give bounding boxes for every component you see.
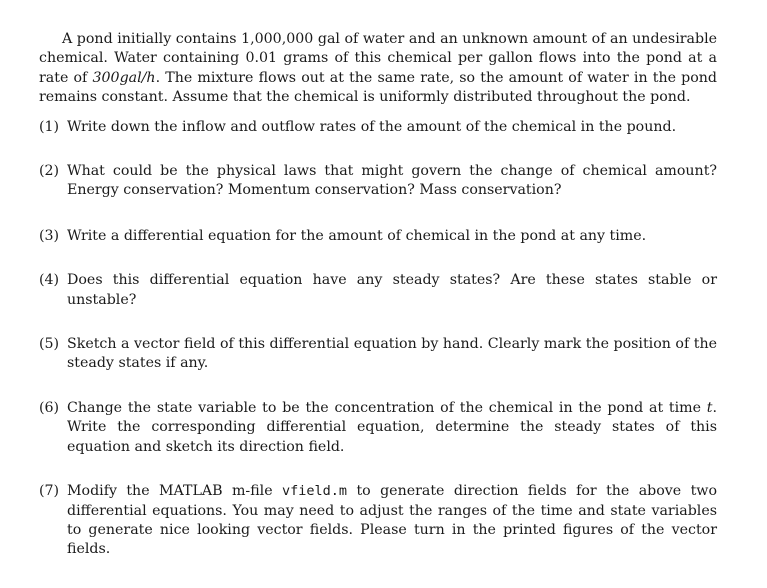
- intro-text-1: A pond initially contains: [62, 31, 242, 47]
- question-number: (2): [39, 163, 60, 180]
- question-text: [67, 400, 717, 455]
- question-number: (6): [39, 399, 60, 416]
- question-number: (7): [39, 483, 60, 500]
- intro-text-2: gal of water and an unknown amount of an undesirable chemical. Water containing 0.01 grams of this chemical per gallon flows into the pond at a rate of: [39, 31, 717, 86]
- question-number: (5): [39, 336, 60, 353]
- intro-text-3: . The mixture flows out at the same rate, so the amount of water in the pond remains constant. Assume that the chemical is uniformly distributed throughout the pond.: [39, 69, 717, 106]
- problem-document: [39, 30, 717, 560]
- question-number: (1): [39, 118, 60, 135]
- problem-statement: [39, 30, 717, 108]
- intro-flow-rate: 300gal/h: [92, 69, 156, 86]
- question-text: What could be the physical laws that might govern the change of chemical amount? Energy conservation? Momentum conservation? Mass conservation?: [67, 163, 717, 199]
- question-text: Write a differential equation for the amount of chemical in the pond at any time.: [67, 227, 647, 244]
- question-3: [39, 227, 717, 246]
- question-text: [67, 483, 717, 557]
- question-text-part-a: Modify the MATLAB m-file: [67, 483, 283, 500]
- question-1: [39, 118, 717, 137]
- question-2: [39, 162, 717, 201]
- question-text-part-b: to generate direction fields for the above two differential equations. You may need to adjust the ranges of the time and state variables to generate nice looking vector fields. Please turn in the printed figures of the vector fields.: [67, 483, 717, 558]
- question-text: Write down the inflow and outflow rates of the amount of the chemical in the pound.: [67, 118, 677, 135]
- question-list: [39, 118, 717, 560]
- question-7: [39, 482, 717, 560]
- question-text: Does this differential equation have any steady states? Are these states stable or unstable?: [67, 272, 717, 308]
- time-variable: t: [706, 399, 713, 416]
- question-5: [39, 335, 717, 374]
- matlab-file-name: vfield.m: [282, 483, 348, 500]
- question-text: Sketch a vector field of this differential equation by hand. Clearly mark the position of the steady states if any.: [67, 336, 717, 372]
- question-text-part-a: Change the state variable to be the concentration of the chemical in the pond at time: [67, 399, 707, 416]
- intro-volume: 1,000,000: [241, 31, 314, 47]
- question-text-part-b: . Write the corresponding differential equation, determine the steady states of this equation and sketch its direction field.: [67, 399, 717, 455]
- question-4: [39, 271, 717, 310]
- question-number: (4): [39, 272, 60, 289]
- question-number: (3): [39, 227, 60, 244]
- question-6: [39, 399, 717, 457]
